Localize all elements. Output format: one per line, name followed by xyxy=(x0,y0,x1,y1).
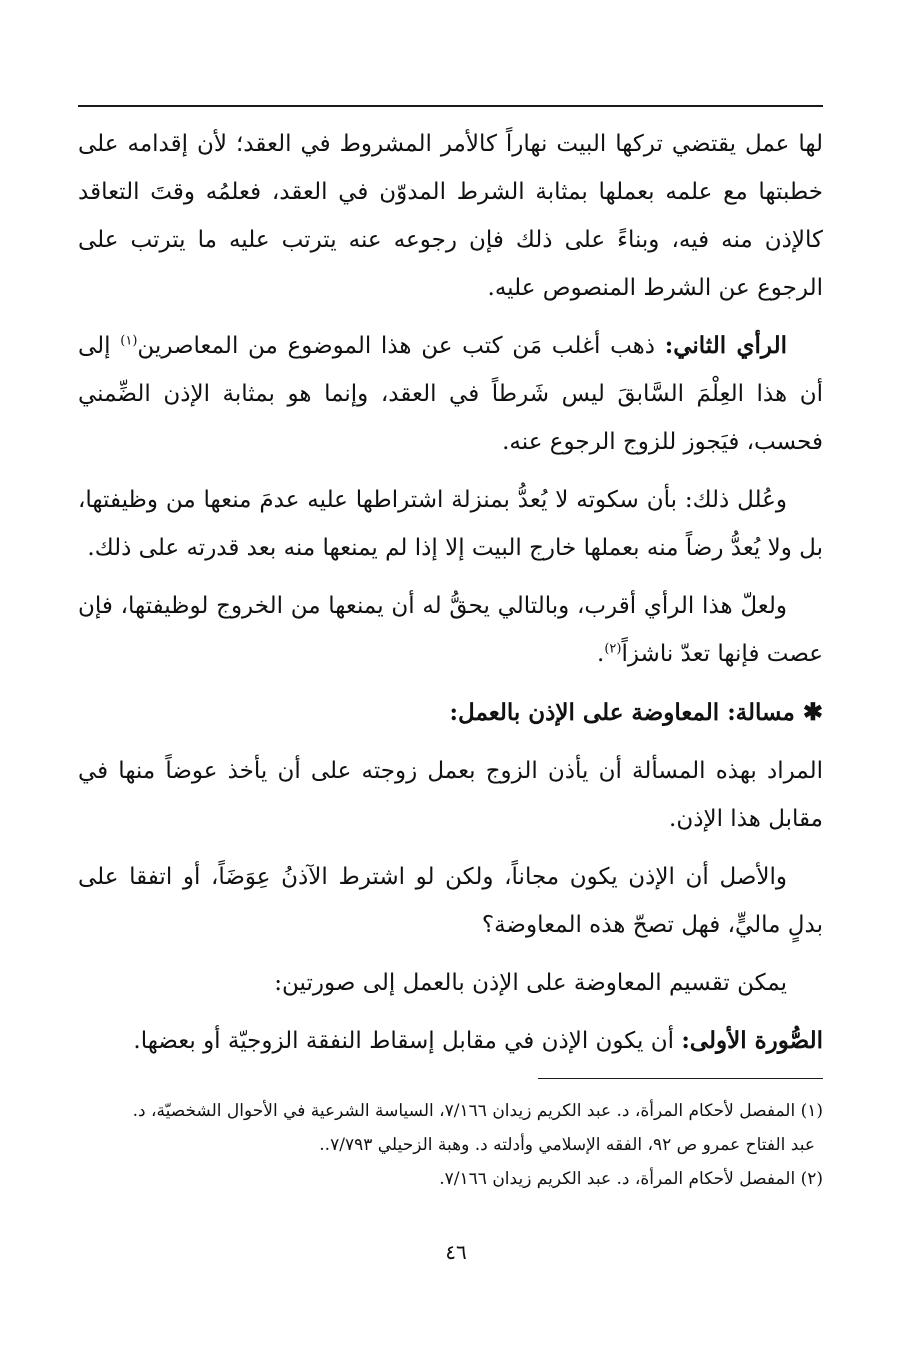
paragraph-6: والأصل أن الإذن يكون مجاناً، ولكن لو اشترط الآذنُ عِوَضَاً، أو اتفقا على بدلٍ ماليٍّ، فهل تصحّ هذه المعاوضة؟ xyxy=(78,864,823,938)
footnote-2: (٢) المفصل لأحكام المرأة، د. عبد الكريم زيدان ٧/١٦٦. xyxy=(439,1169,823,1189)
footnote-ref-2[interactable]: (٢) xyxy=(604,641,622,657)
star-icon: ✱ xyxy=(802,697,823,726)
paragraph-5: المراد بهذه المسألة أن يأذن الزوج بعمل زوجته على أن يأخذ عوضاً منها في مقابل هذا الإذن. xyxy=(78,758,823,832)
header-rule xyxy=(78,105,823,107)
footnotes xyxy=(78,1094,823,1196)
paragraph-4 xyxy=(78,582,823,678)
paragraph-1: لها عمل يقتضي تركها البيت نهاراً كالأمر المشروط في العقد؛ لأن إقدامه على خطبتها مع علمه بعملها بمثابة الشرط المدوّن في العقد، فعلمُه وقتَ التعاقد كالإذن منه فيه، وبناءً على ذلك فإن رجوعه عنه يترتب عليه ما يترتب على الرجوع عن الشرط المنصوص عليه. xyxy=(78,131,823,301)
second-opinion-label: الرأي الثاني: xyxy=(664,332,788,359)
page-number: ٤٦ xyxy=(445,1240,467,1264)
footnote-separator xyxy=(538,1078,823,1079)
footnote-1-line-2: عبد الفتاح عمرو ص ٩٢، الفقه الإسلامي وأدلته د. وهبة الزحيلي ٧/٧٩٣.. xyxy=(319,1135,815,1155)
first-form-label: الصُّورة الأولى: xyxy=(681,1027,823,1054)
paragraph-8 xyxy=(78,1017,823,1065)
paragraph-8-text: أن يكون الإذن في مقابل إسقاط النفقة الزوجيّة أو بعضها. xyxy=(133,1028,682,1054)
section-heading xyxy=(78,688,823,737)
footnote-1-line-1: (١) المفصل لأحكام المرأة، د. عبد الكريم زيدان ٧/١٦٦، السياسة الشرعية في الأحوال الشخصيّة، د. xyxy=(132,1101,823,1121)
paragraph-7: يمكن تقسيم المعاوضة على الإذن بالعمل إلى صورتين: xyxy=(274,970,787,996)
paragraph-2-text-a: ذهب أغلب مَن كتب عن هذا الموضوع من المعاصرين xyxy=(137,333,665,359)
paragraph-3: وعُلل ذلك: بأن سكوته لا يُعدُّ بمنزلة اشتراطها عليه عدمَ منعها من وظيفتها، بل ولا يُعدُّ رضاً منه بعملها خارج البيت إلا إذا لم يمنعها منه بعد قدرته على ذلك. xyxy=(78,487,823,561)
paragraph-4-text-b: . xyxy=(597,641,605,667)
paragraph-2 xyxy=(78,322,823,466)
main-text xyxy=(78,120,823,1075)
section-heading-text: مسالة: المعاوضة على الإذن بالعمل: xyxy=(449,699,795,726)
paragraph-4-text-a: ولعلّ هذا الرأي أقرب، وبالتالي يحقُّ له أن يمنعها من الخروج لوظيفتها، فإن عصت فإنها تعدّ ناشزاً xyxy=(78,593,823,667)
footnote-ref-1[interactable]: (١) xyxy=(120,333,138,349)
paragraph-2-text-b: إلى أن هذا العِلْمَ السَّابقَ ليس شَرطاً في العقد، وإنما هو بمثابة الإذن الضِّمني فحسب، فيَجوز للزوج الرجوع عنه. xyxy=(78,333,823,455)
